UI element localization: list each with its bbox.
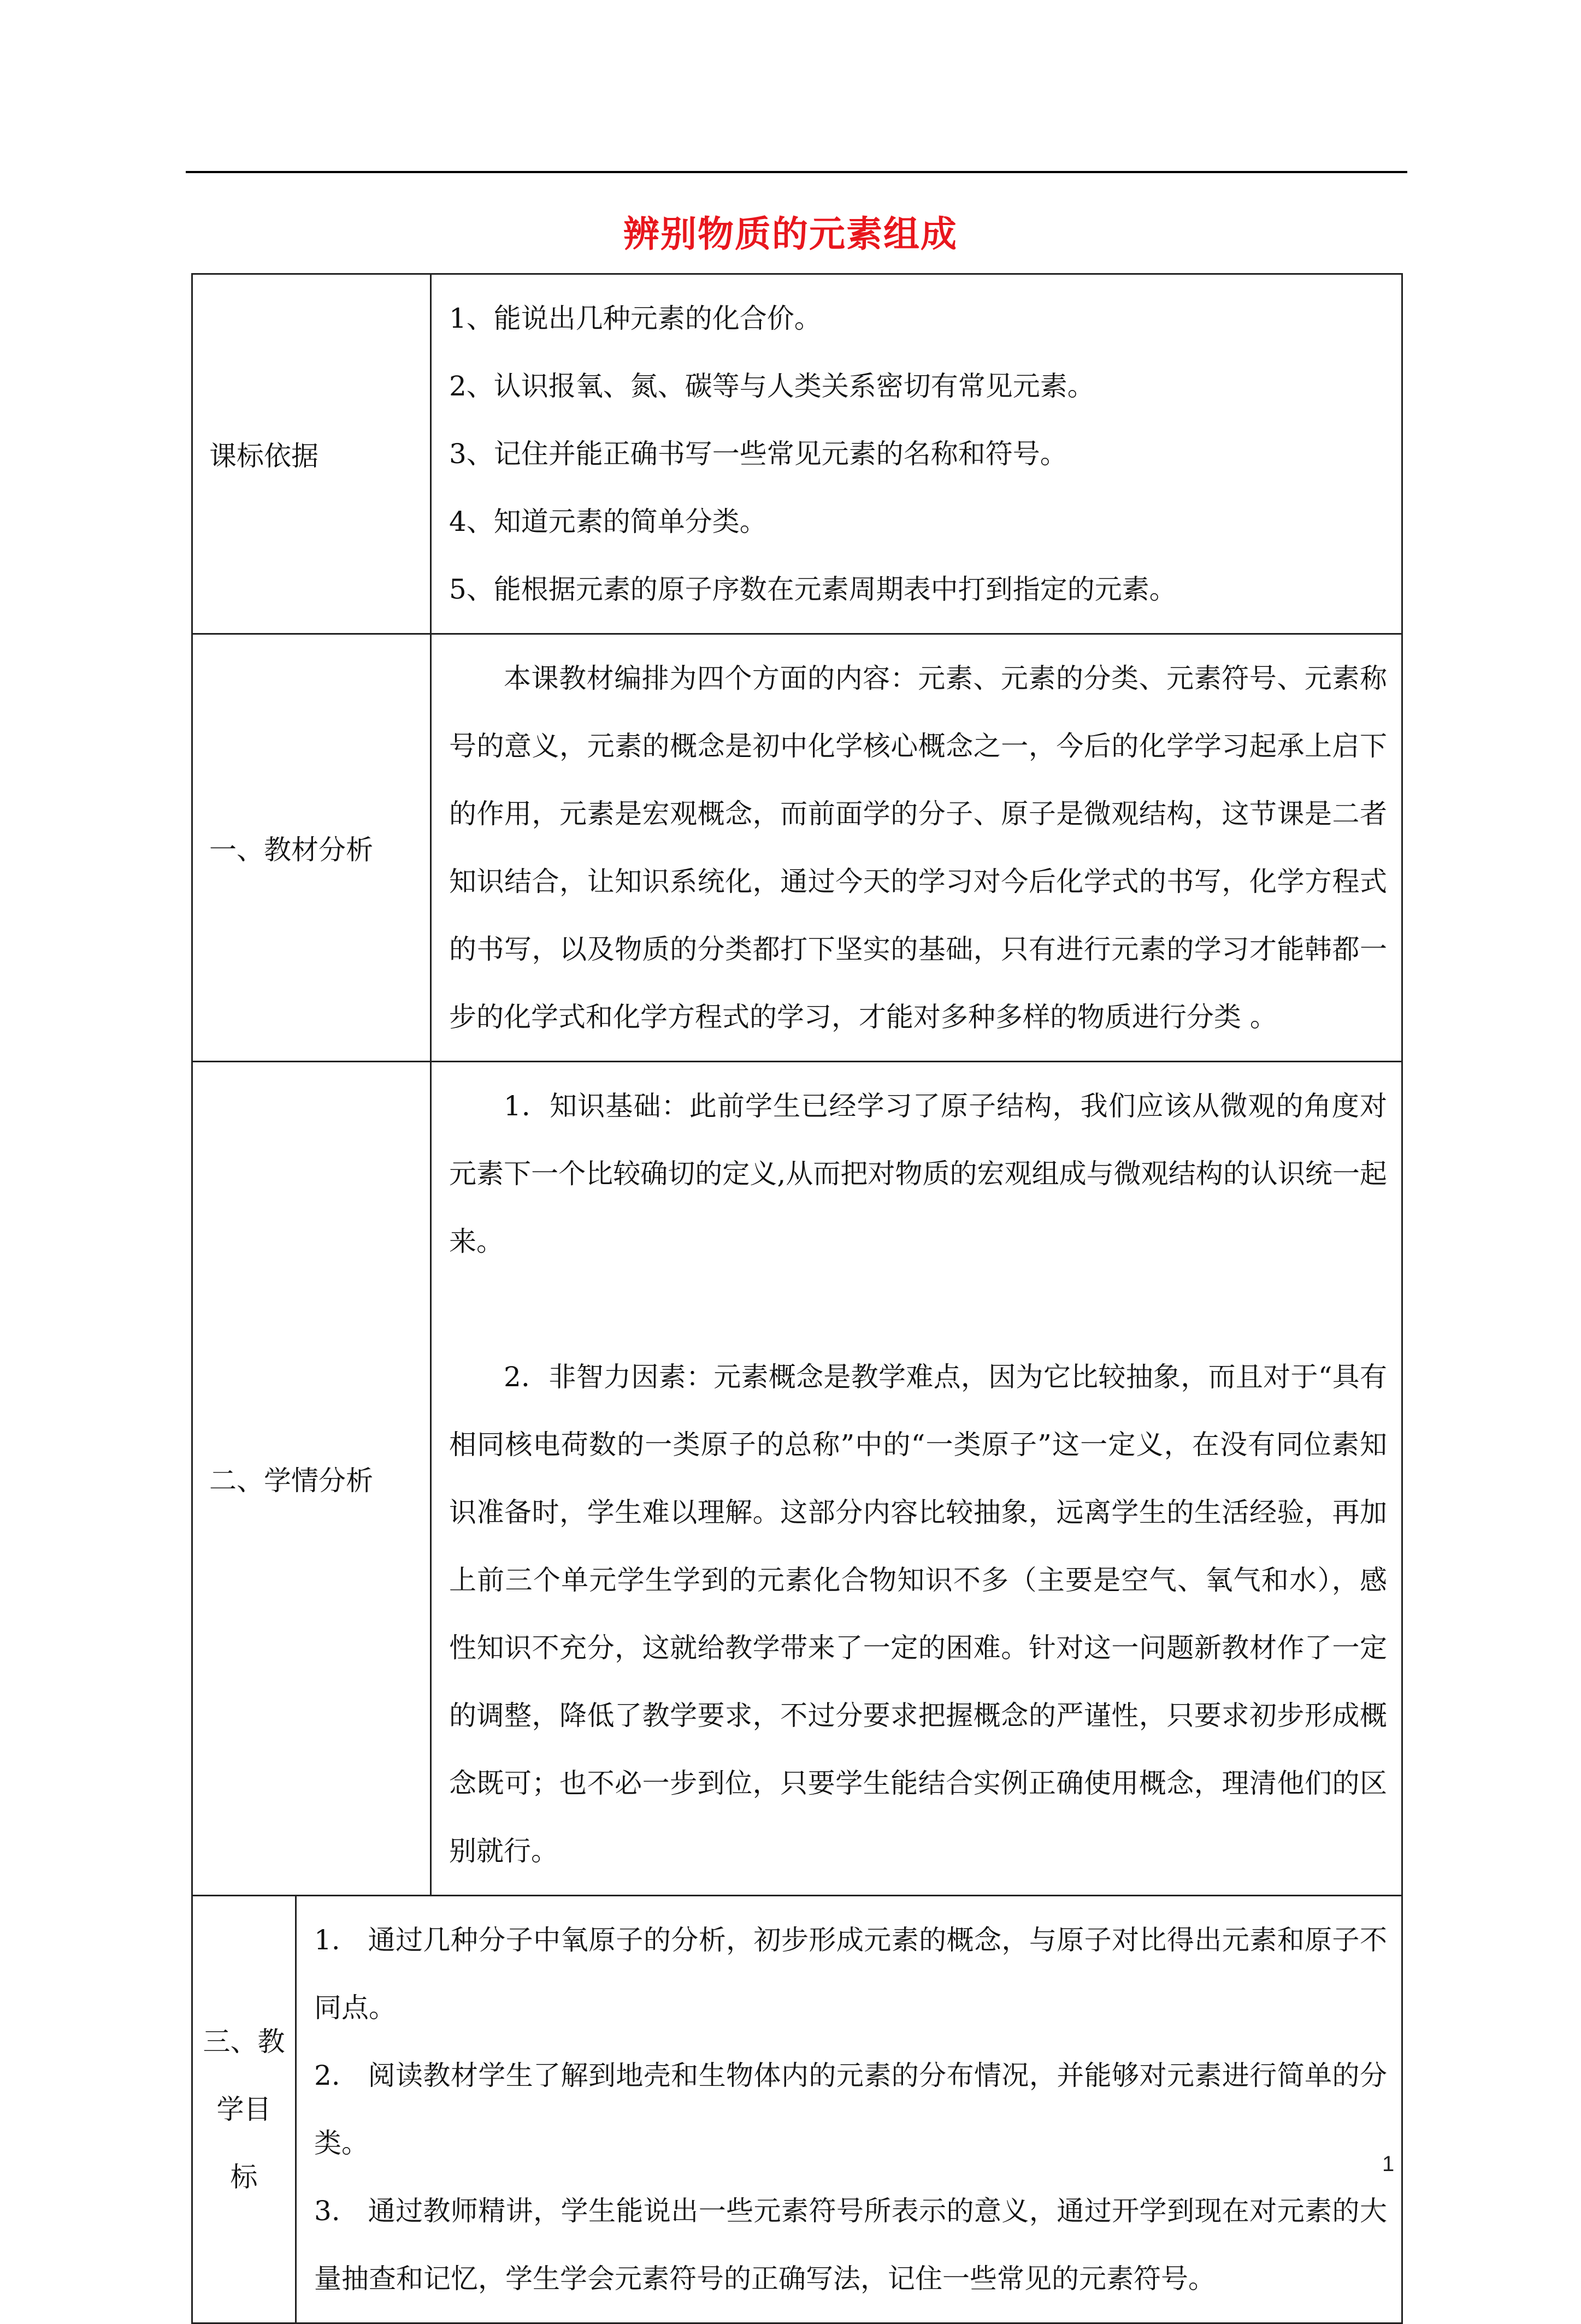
list-item: 5、能根据元素的原子序数在元素周期表中打到指定的元素。 bbox=[449, 573, 1177, 605]
label-line: 标 bbox=[230, 2161, 258, 2193]
table-row bbox=[192, 274, 1402, 634]
row-label-standards: 课标依据 bbox=[192, 274, 431, 634]
header-rule bbox=[186, 171, 1407, 173]
list-item: 1. 通过几种分子中氧原子的分析，初步形成元素的概念，与原子对比得出元素和原子不同点。 bbox=[314, 1924, 1387, 2024]
table-row bbox=[192, 1062, 1402, 1896]
list-item: 4、知道元素的简单分类。 bbox=[449, 506, 767, 537]
non-intellectual-factors-paragraph: 2．非智力因素：元素概念是教学难点，因为它比较抽象，而且对于“具有相同核电荷数的一类原子的总称”中的“一类原子”这一定义，在没有同位素知识准备时，学生难以理解。这部分内容比较抽象，远离学生的生活经验，再加上前三个单元学生学到的元素化合物知识不多（主要是空气、氧气和水），感性知识不充分，这就给教学带来了一定的困难。针对这一问题新教材作了一定的调整，降低了教学要求，不过分要求把握概念的严谨性，只要求初步形成概念既可；也不必一步到位，只要学生能结合实例正确使用概念，理清他们的区别就行。 bbox=[449, 1361, 1387, 1867]
row-content-teaching-goals bbox=[296, 1896, 1402, 2323]
table-row bbox=[192, 1896, 1402, 2323]
label-line: 学目 bbox=[216, 2094, 272, 2125]
label-line: 三、教 bbox=[203, 2026, 285, 2057]
knowledge-basis-paragraph: 1．知识基础：此前学生已经学习了原子结构，我们应该从微观的角度对元素下一个比较确切的定义,从而把对物质的宏观组成与微观结构的认识统一起来。 bbox=[449, 1090, 1387, 1257]
row-label-textbook-analysis: 一、教材分析 bbox=[192, 634, 431, 1062]
document-title: 辨别物质的元素组成 bbox=[623, 213, 958, 255]
list-item: 3. 通过教师精讲，学生能说出一些元素符号所表示的意义，通过开学到现在对元素的大量抽查和记忆，学生学会元素符号的正确写法，记住一些常见的元素符号。 bbox=[314, 2195, 1387, 2295]
table-row bbox=[192, 634, 1402, 1062]
paragraph-spacer bbox=[449, 1275, 1387, 1343]
list-item: 3、记住并能正确书写一些常见元素的名称和符号。 bbox=[449, 438, 1067, 470]
list-item: 2、认识报氧、氮、碳等与人类关系密切有常见元素。 bbox=[449, 370, 1095, 402]
row-content-student-analysis bbox=[431, 1062, 1402, 1896]
list-item: 1、能说出几种元素的化合价。 bbox=[449, 303, 822, 334]
row-label-teaching-goals bbox=[192, 1896, 296, 2323]
page-number: 1 bbox=[1382, 2152, 1395, 2176]
lesson-plan-table bbox=[191, 273, 1403, 2324]
list-item: 2. 阅读教材学生了解到地壳和生物体内的元素的分布情况，并能够对元素进行简单的分类。 bbox=[314, 2060, 1387, 2159]
row-content-textbook-analysis bbox=[431, 634, 1402, 1062]
row-content-standards bbox=[431, 274, 1402, 634]
row-label-student-analysis: 二、学情分析 bbox=[192, 1062, 431, 1896]
analysis-paragraph: 本课教材编排为四个方面的内容：元素、元素的分类、元素符号、元素称号的意义，元素的概念是初中化学核心概念之一，今后的化学学习起承上启下的作用，元素是宏观概念，而前面学的分子、原子是微观结构，这节课是二者知识结合，让知识系统化，通过今天的学习对今后化学式的书写，化学方程式的书写，以及物质的分类都打下坚实的基础，只有进行元素的学习才能韩都一步的化学式和化学方程式的学习，才能对多种多样的物质进行分类 。 bbox=[449, 663, 1387, 1033]
